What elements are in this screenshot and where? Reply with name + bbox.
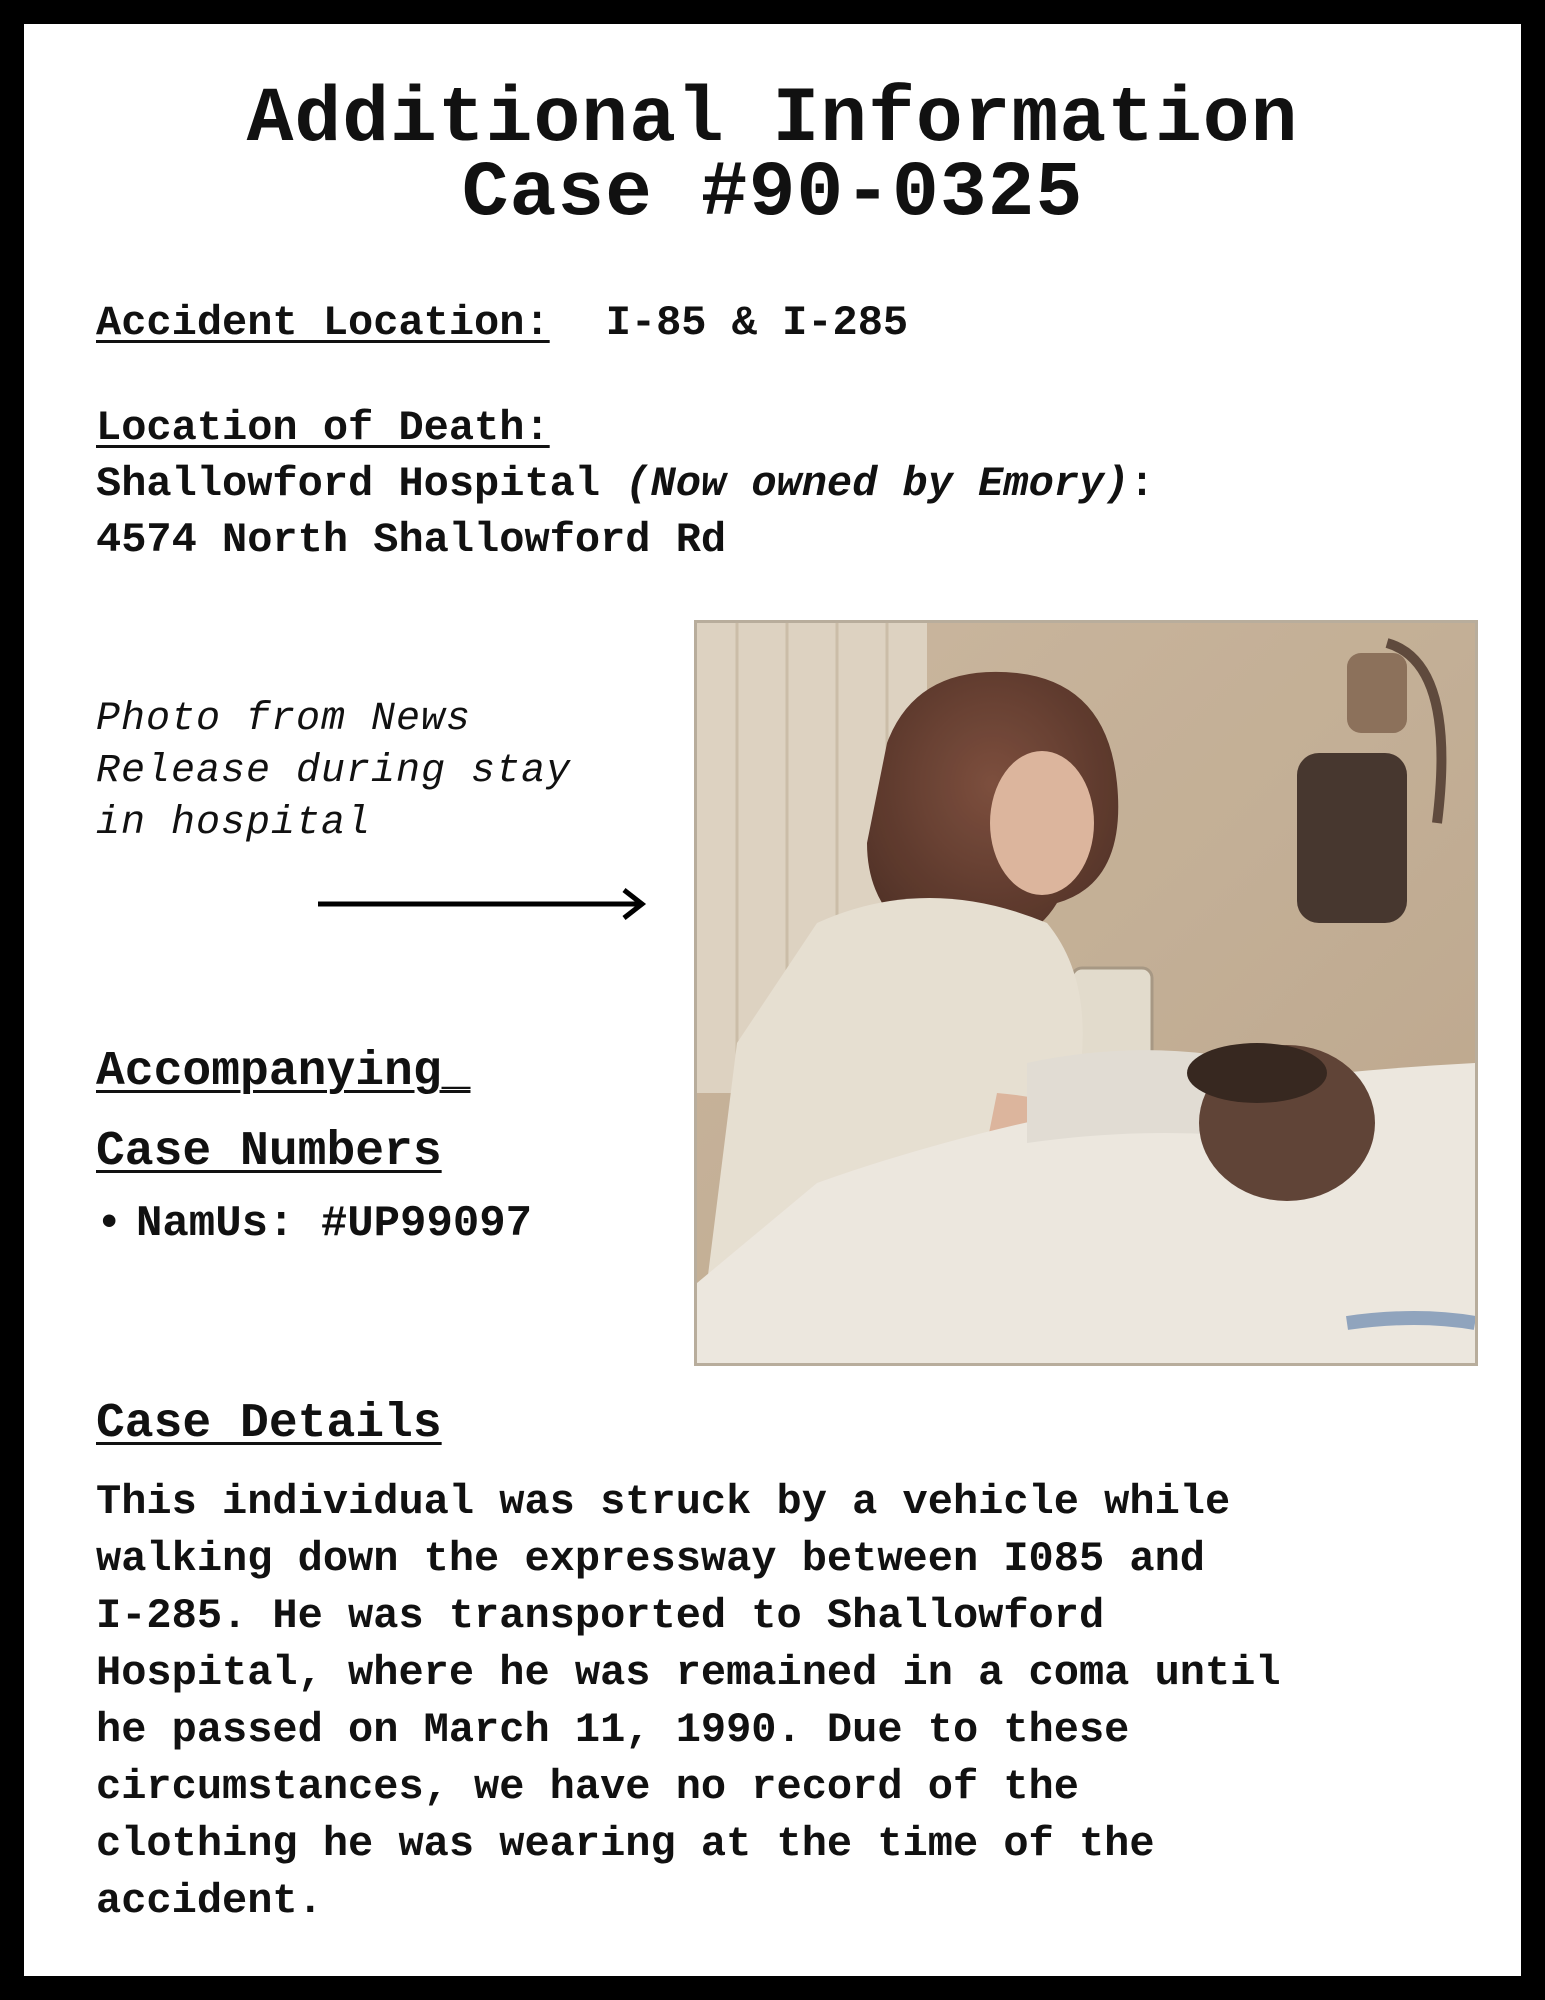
photo-caption-line: Release during stay (96, 749, 572, 794)
page-title: Additional Information (246, 76, 1299, 164)
case-number-title: Case #90-0325 (461, 150, 1084, 238)
photo-caption-line: Photo from News (96, 697, 472, 742)
hospital-address: 4574 North Shallowford Rd (96, 516, 727, 564)
hospital-news-photo (694, 620, 1478, 1366)
bullet-icon: • (96, 1199, 123, 1249)
accident-location-value: I-85 & I-285 (605, 299, 909, 347)
accompanying-label: Accompanying_ (96, 1045, 471, 1099)
accompanying-case-numbers (96, 1032, 470, 1192)
ownership-note: (Now owned by Emory) (625, 460, 1130, 508)
photo-caption (96, 694, 636, 850)
photo-caption-line: in hospital (96, 801, 372, 846)
case-numbers-label: Case Numbers (96, 1125, 442, 1179)
location-of-death-label: Location of Death: (96, 404, 550, 452)
location-of-death-block (96, 400, 1155, 568)
accident-location-row (96, 298, 908, 348)
hospital-line (96, 456, 1155, 512)
case-details-body: This individual was struck by a vehicle while walking down the expressway between I085 and I-285. He was transported to Shallowford Hospital, where he was remained in a coma until he passed on March 11, 1990. Due to these circumstances, we have no record of the clothing he was wearing at the time of the accident. (96, 1478, 1281, 1925)
list-item (96, 1196, 532, 1252)
case-details-label: Case Details (96, 1397, 442, 1451)
case-details-section (96, 1394, 442, 1454)
namus-case-number: NamUs: #UP99097 (136, 1199, 533, 1249)
hospital-colon: : (1129, 460, 1155, 508)
hospital-name: Shallowford Hospital (96, 460, 626, 508)
arrow-right-icon (318, 884, 654, 924)
accident-location-label: Accident Location: (96, 299, 550, 347)
photo-illustration (697, 623, 1475, 1363)
